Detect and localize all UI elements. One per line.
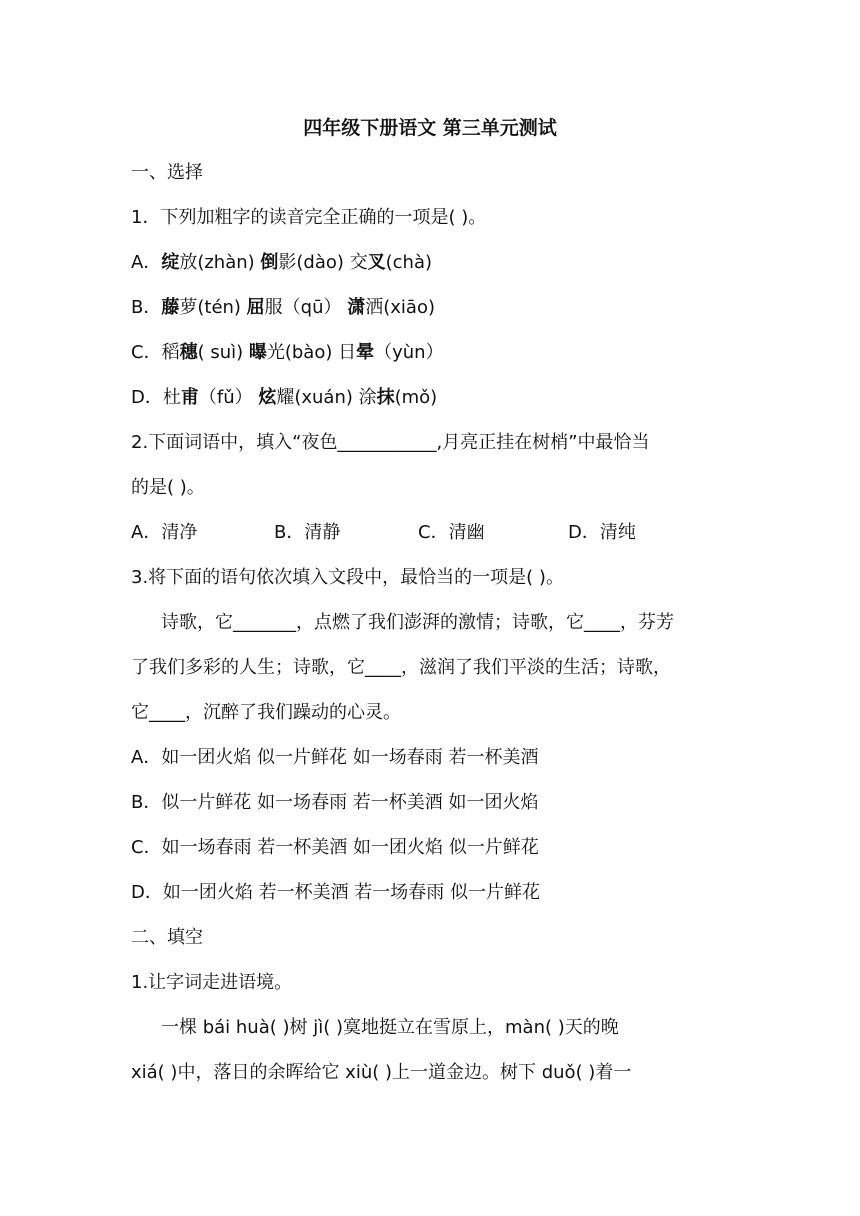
option-text: (chà) — [385, 252, 433, 273]
question-3-option-b: B．似一片鲜花 如一场春雨 若一杯美酒 如一团火焰 — [131, 792, 539, 813]
option-text: 萝(tén) — [179, 297, 247, 318]
bold-char: 穗 — [179, 342, 198, 363]
option-text: 耀(xuán) 涂 — [276, 387, 377, 408]
question-2-option-b: B．清静 — [274, 522, 341, 543]
question-2-option-d: D．清纯 — [568, 522, 636, 543]
bold-char: 甫 — [180, 387, 199, 408]
fill-question-1-line-2: xiá( )中，落日的余晖给它 xiù( )上一道金边。树下 duǒ( )着一 — [131, 1062, 632, 1083]
bold-char: 曝 — [248, 342, 267, 363]
question-1-option-c — [131, 340, 444, 366]
question-2-options — [131, 520, 691, 546]
option-text: ( suì) — [197, 342, 249, 363]
bold-char: 叉 — [367, 252, 386, 273]
question-2-option-a: A．清净 — [131, 522, 198, 543]
option-prefix: B． — [131, 297, 162, 318]
bold-char: 藤 — [161, 297, 180, 318]
question-2-option-c: C．清幽 — [418, 522, 485, 543]
bold-char: 晕 — [356, 342, 375, 363]
section-heading-fill: 二、填空 — [131, 927, 203, 948]
option-text: 放(zhàn) — [179, 252, 261, 273]
question-1-option-a — [131, 250, 432, 276]
fill-question-1-line-1: 一棵 bái huà( )树 jì( )寞地挺立在雪原上，màn( )天的晚 — [161, 1017, 619, 1038]
fill-question-1-stem: 1.让字词走进语境。 — [131, 972, 293, 993]
option-text: 影(dào) 交 — [278, 252, 368, 273]
question-3-passage-line-3: 它____，沉醉了我们躁动的心灵。 — [131, 702, 401, 723]
question-3-option-a: A．如一团火焰 似一片鲜花 如一场春雨 若一杯美酒 — [131, 747, 539, 768]
option-text: （yùn） — [374, 342, 444, 363]
option-prefix: A． — [131, 252, 162, 273]
option-text: 光(bào) 日 — [266, 342, 357, 363]
option-prefix: C．稻 — [131, 342, 180, 363]
page-title: 四年级下册语文 第三单元测试 — [303, 117, 557, 139]
question-2-stem-line-1: 2.下面词语中，填入“夜色___________,月亮正挂在树梢”中最恰当 — [131, 432, 650, 453]
bold-char: 倒 — [260, 252, 279, 273]
question-3-option-d: D．如一团火焰 若一杯美酒 若一场春雨 似一片鲜花 — [131, 882, 541, 903]
option-prefix: D．杜 — [131, 387, 181, 408]
question-3-option-c: C．如一场春雨 若一杯美酒 如一团火焰 似一片鲜花 — [131, 837, 539, 858]
option-text: 洒(xiāo) — [365, 297, 435, 318]
option-text: （fǔ） — [198, 387, 259, 408]
section-heading-choice: 一、选择 — [131, 162, 203, 183]
question-3-stem: 3.将下面的语句依次填入文段中，最恰当的一项是( )。 — [131, 567, 564, 588]
bold-char: 屈 — [246, 297, 265, 318]
question-1-option-b — [131, 295, 435, 321]
question-2-stem-line-2: 的是( )。 — [131, 477, 205, 498]
question-1-option-d — [131, 385, 437, 411]
question-3-passage-line-1: 诗歌，它_______，点燃了我们澎湃的激情；诗歌，它____，芬芳 — [161, 612, 674, 633]
bold-char: 绽 — [161, 252, 180, 273]
option-text: 服（qū） — [264, 297, 348, 318]
question-1-stem: 1．下列加粗字的读音完全正确的一项是( )。 — [131, 207, 487, 228]
bold-char: 潇 — [347, 297, 366, 318]
bold-char: 抹 — [376, 387, 395, 408]
bold-char: 炫 — [258, 387, 277, 408]
question-3-passage-line-2: 了我们多彩的人生；诗歌，它____，滋润了我们平淡的生活；诗歌， — [131, 657, 671, 678]
option-text: (mǒ) — [394, 387, 438, 408]
